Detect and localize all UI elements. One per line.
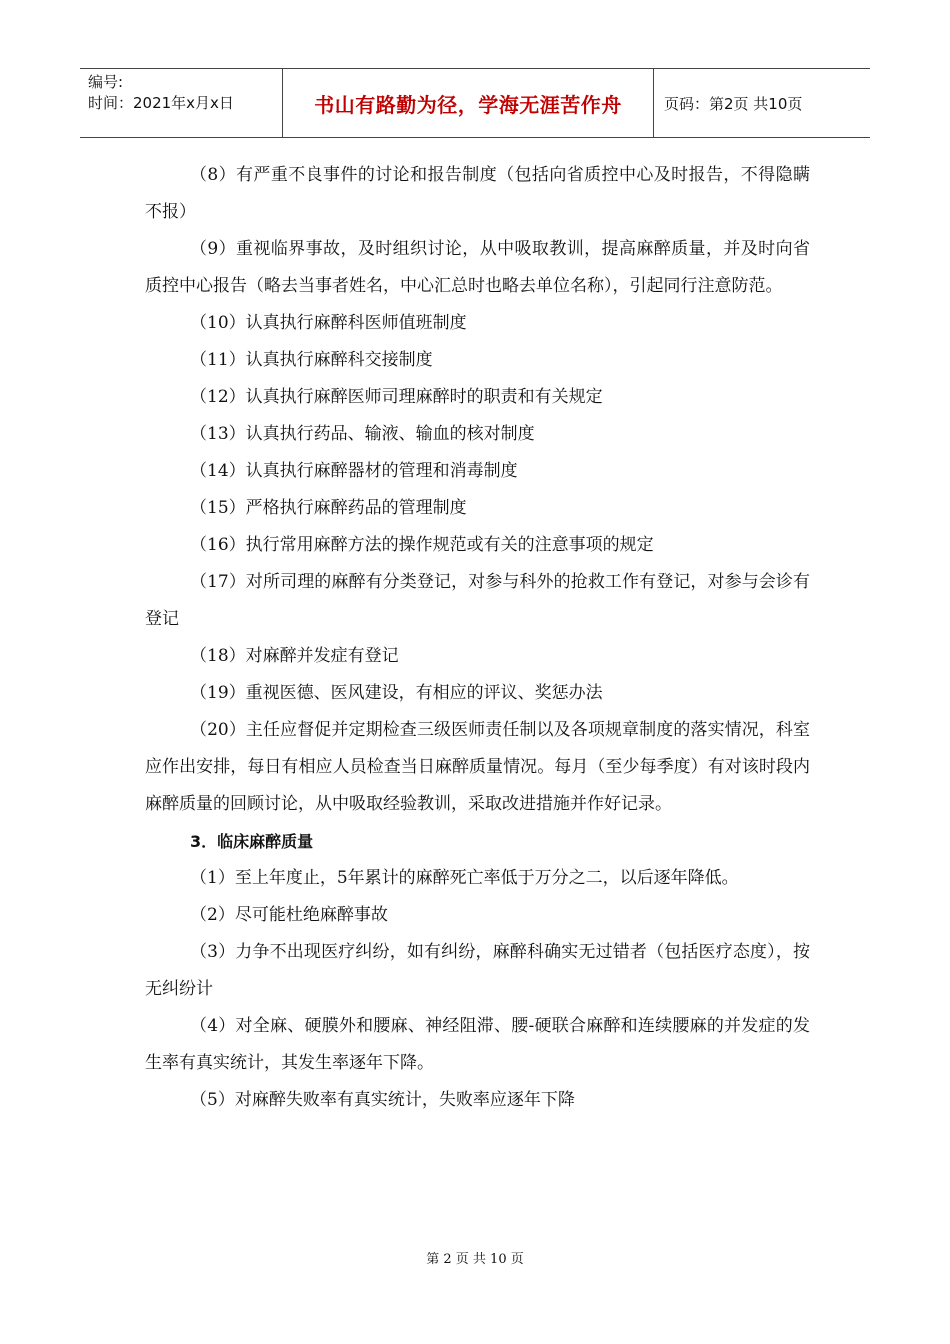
paragraph: （5）对麻醉失败率有真实统计，失败率应逐年下降 <box>190 1090 575 1110</box>
motto: 书山有路勤为径，学海无涯苦作舟 <box>314 92 622 117</box>
header-meta <box>80 69 282 137</box>
paragraph: （12）认真执行麻醉医师司理麻醉时的职责和有关规定 <box>190 387 603 407</box>
paragraph: （15）严格执行麻醉药品的管理制度 <box>190 498 467 518</box>
header-motto-cell <box>282 69 654 137</box>
paragraph: （18）对麻醉并发症有登记 <box>190 646 399 666</box>
paragraph: （16）执行常用麻醉方法的操作规范或有关的注意事项的规定 <box>190 535 654 555</box>
paragraph: （8）有严重不良事件的讨论和报告制度（包括向省质控中心及时报告，不得隐瞒不报） <box>145 165 810 222</box>
paragraph: （10）认真执行麻醉科医师值班制度 <box>190 313 467 333</box>
paragraph: （13）认真执行药品、输液、输血的核对制度 <box>190 424 535 444</box>
paragraph: （19）重视医德、医风建设，有相应的评议、奖惩办法 <box>190 683 603 703</box>
paragraph: （17）对所司理的麻醉有分类登记，对参与科外的抢救工作有登记，对参与会诊有登记 <box>145 572 810 629</box>
paragraph: （1）至上年度止，5年累计的麻醉死亡率低于万分之二，以后逐年降低。 <box>190 868 739 888</box>
header-page-info <box>654 69 870 137</box>
paragraph: （11）认真执行麻醉科交接制度 <box>190 350 433 370</box>
document-header <box>80 68 870 138</box>
paragraph: （14）认真执行麻醉器材的管理和消毒制度 <box>190 461 518 481</box>
page-footer: 第 2 页 共 10 页 <box>426 1252 524 1267</box>
paragraph: （4）对全麻、硬膜外和腰麻、神经阻滞、腰-硬联合麻醉和连续腰麻的并发症的发生率有真实统计，其发生率逐年下降。 <box>145 1016 810 1073</box>
document-body <box>145 157 810 1119</box>
page-info: 页码：第2页 共10页 <box>664 94 803 113</box>
time-label: 时间：2021年x月x日 <box>88 94 234 112</box>
section-heading: 3．临床麻醉质量 <box>190 832 314 851</box>
paragraph: （20）主任应督促并定期检查三级医师责任制以及各项规章制度的落实情况，科室应作出安排，每日有相应人员检查当日麻醉质量情况。每月（至少每季度）有对该时段内麻醉质量的回顾讨论，从中吸取经验教训，采取改进措施并作好记录。 <box>145 720 810 814</box>
paragraph: （3）力争不出现医疗纠纷，如有纠纷，麻醉科确实无过错者（包括医疗态度），按无纠纷计 <box>145 942 810 999</box>
paragraph: （9）重视临界事故，及时组织讨论，从中吸取教训，提高麻醉质量，并及时向省质控中心报告（略去当事者姓名，中心汇总时也略去单位名称），引起同行注意防范。 <box>145 239 810 296</box>
paragraph: （2）尽可能杜绝麻醉事故 <box>190 905 388 925</box>
serial-label: 编号: <box>88 73 124 91</box>
